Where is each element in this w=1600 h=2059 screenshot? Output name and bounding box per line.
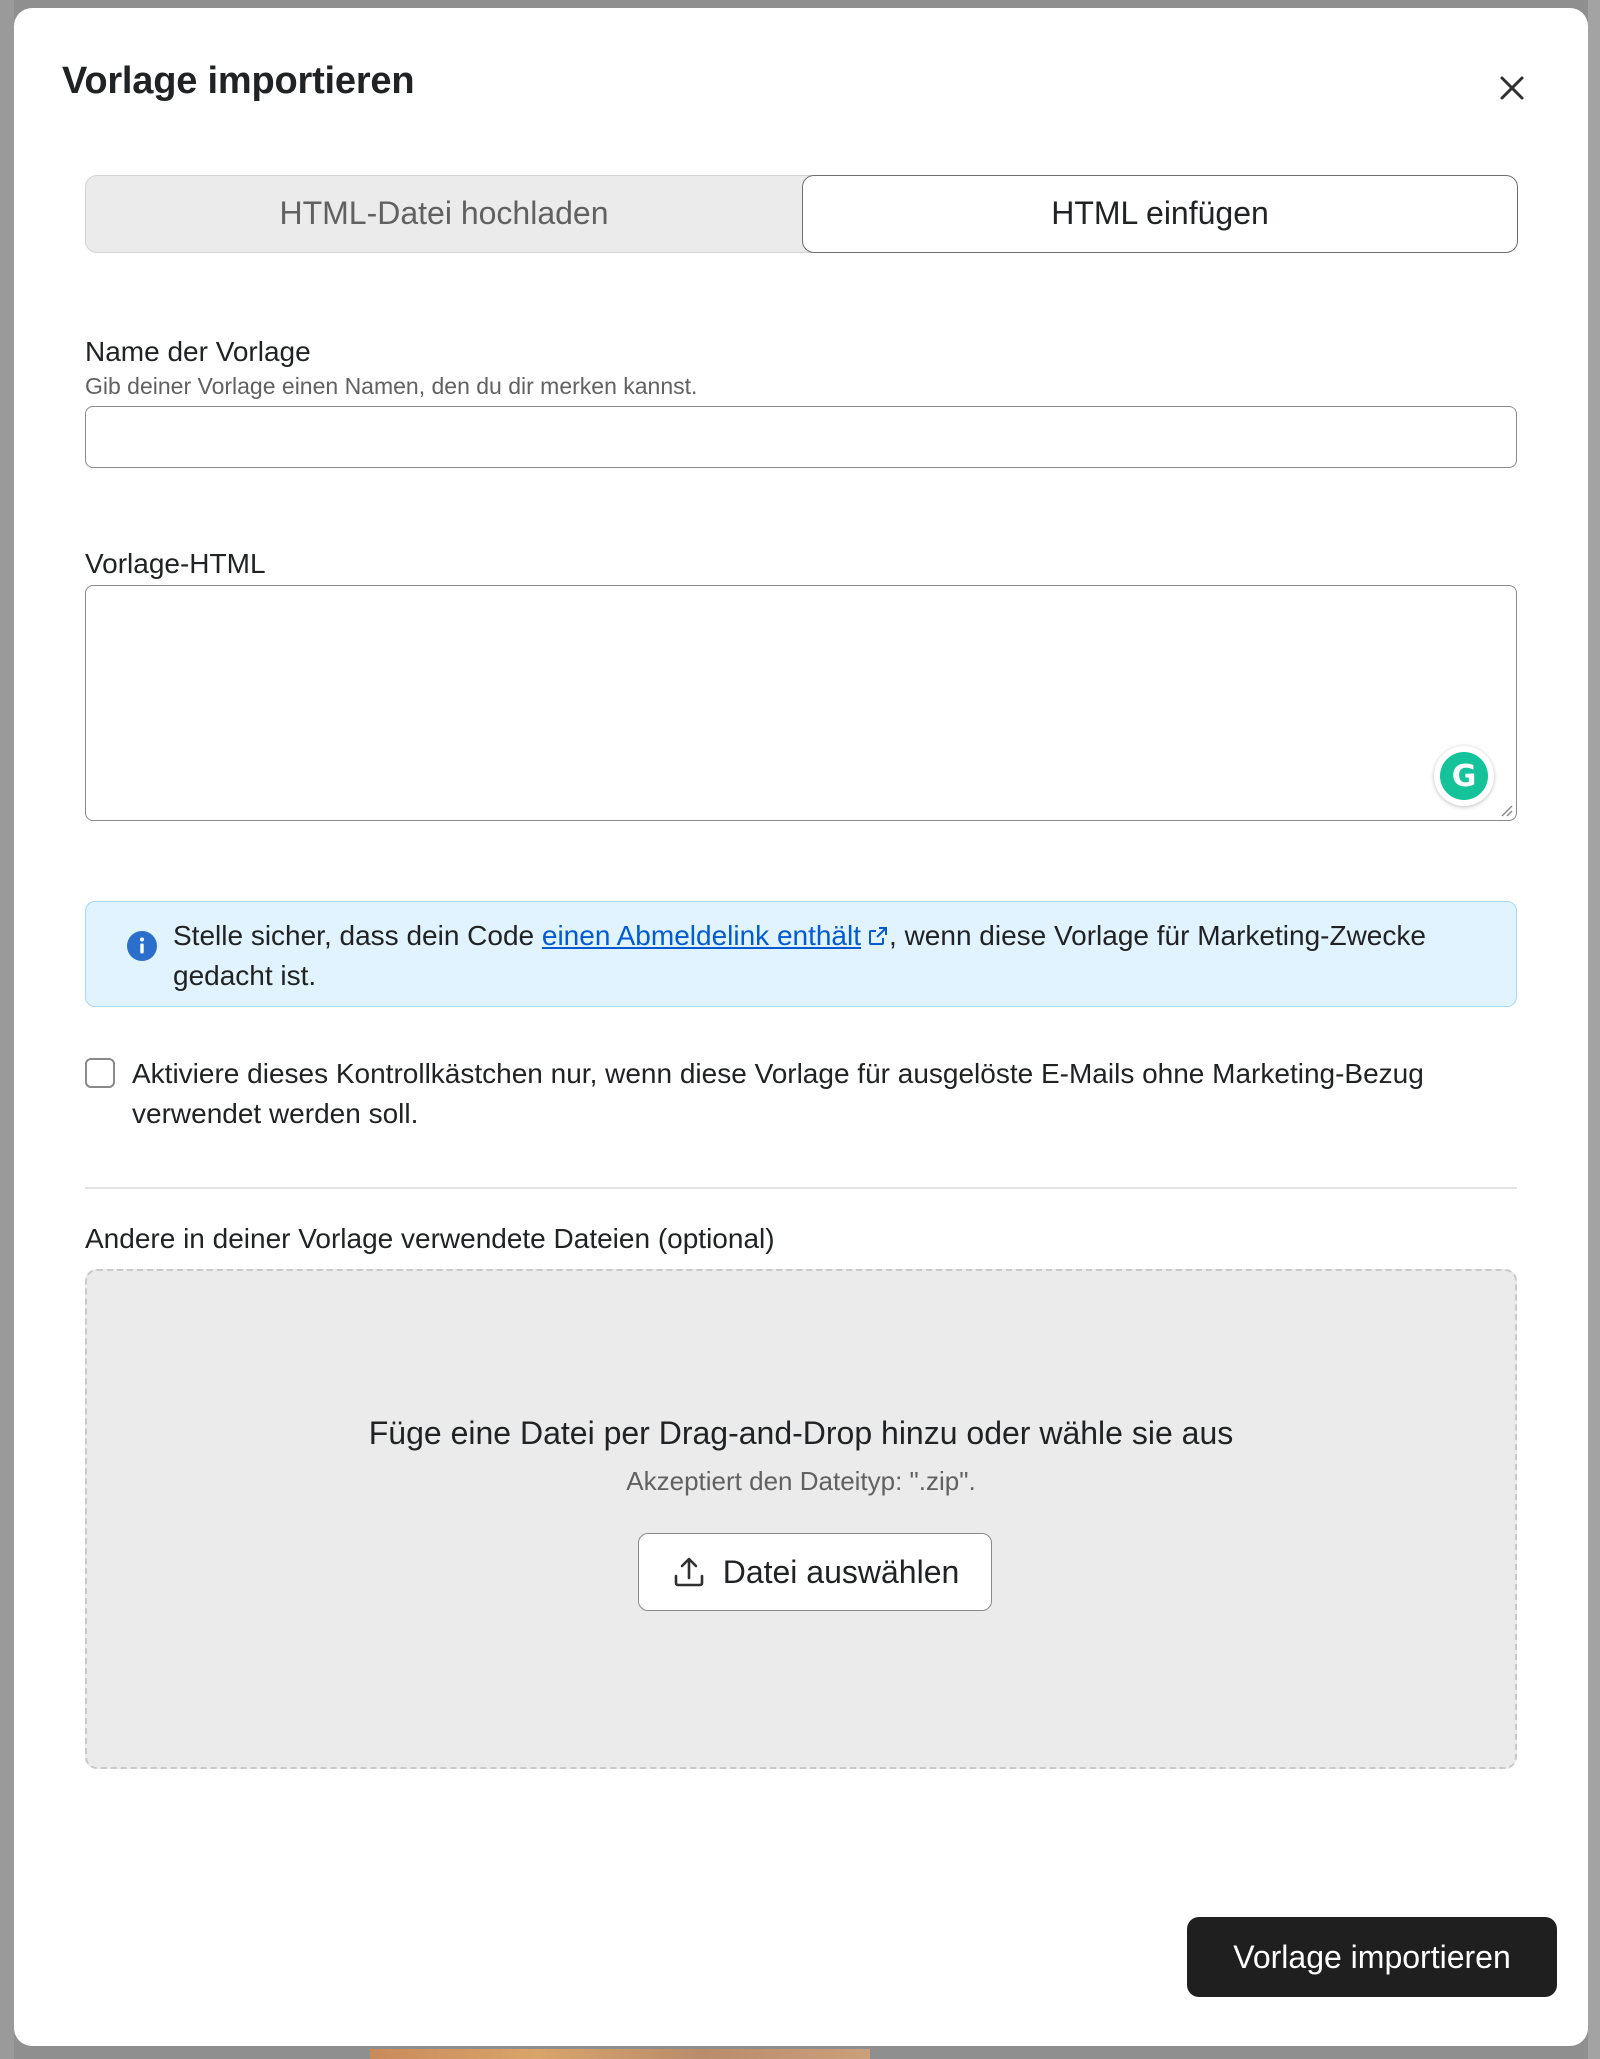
dropzone-accepted-types: Akzeptiert den Dateityp: ".zip".	[626, 1466, 976, 1496]
close-icon	[1488, 64, 1536, 112]
select-file-button[interactable]	[638, 1533, 992, 1611]
template-html-textarea[interactable]	[85, 585, 1517, 821]
section-divider	[85, 1187, 1517, 1189]
backdrop-right-edge	[1588, 0, 1600, 2059]
template-html-label: Vorlage-HTML	[85, 548, 266, 579]
import-template-button[interactable]: Vorlage importieren	[1187, 1917, 1557, 1997]
backdrop-bottom-artwork	[370, 2049, 870, 2059]
template-name-input[interactable]	[85, 406, 1517, 468]
template-name-label: Name der Vorlage	[85, 336, 311, 367]
import-mode-tabs	[85, 175, 1517, 253]
file-dropzone[interactable]	[85, 1269, 1517, 1769]
info-banner-text-before: Stelle sicher, dass dein Code	[173, 920, 542, 951]
upload-icon	[671, 1554, 707, 1590]
unsubscribe-link[interactable]: einen Abmeldelink enthält	[541, 920, 862, 951]
unsubscribe-info-banner	[85, 901, 1517, 1007]
resize-handle-icon[interactable]	[1498, 802, 1514, 818]
grammarly-button[interactable]	[1434, 746, 1494, 806]
dropzone-title: Füge eine Datei per Drag-and-Drop hinzu oder wähle sie aus	[368, 1415, 1234, 1451]
select-file-button-label: Datei auswählen	[722, 1553, 960, 1590]
info-icon	[126, 930, 158, 962]
modal-title: Vorlage importieren	[62, 60, 415, 102]
import-template-modal	[14, 8, 1588, 2046]
tab-upload-html-file[interactable]: HTML-Datei hochladen	[279, 195, 609, 231]
tab-paste-html[interactable]: HTML einfügen	[802, 175, 1518, 253]
close-button[interactable]	[1488, 64, 1536, 112]
transactional-checkbox-label[interactable]: Aktiviere dieses Kontrollkästchen nur, wenn diese Vorlage für ausgelöste E-Mails ohne Marketing-Bezug verwendet werden soll.	[132, 1058, 1424, 1129]
grammarly-icon: G	[1440, 752, 1488, 800]
external-link-icon[interactable]	[867, 925, 889, 947]
backdrop-left-edge	[0, 0, 14, 2059]
template-name-help: Gib deiner Vorlage einen Namen, den du dir merken kannst.	[85, 373, 698, 399]
info-banner-text-after: , wenn diese Vorlage für Marketing-Zwecke gedacht ist.	[173, 920, 1426, 991]
info-banner-text	[173, 916, 1483, 996]
transactional-checkbox[interactable]	[85, 1058, 115, 1088]
other-files-label: Andere in deiner Vorlage verwendete Dateien (optional)	[85, 1223, 775, 1254]
